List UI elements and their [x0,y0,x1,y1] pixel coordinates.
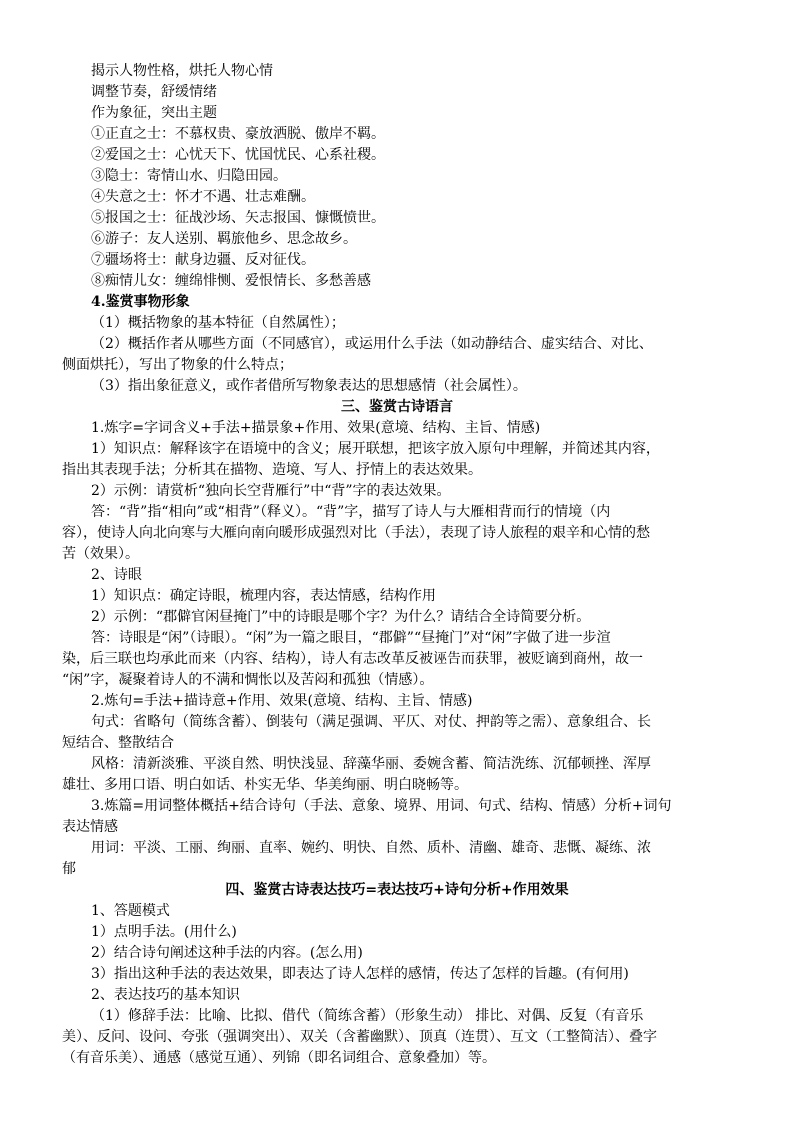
list-item: ⑦疆场将士：献身边疆、反对征伐。 [91,252,315,268]
text-line: 1、答题模式 [91,903,170,919]
text-line: “闲”字，凝聚着诗人的不满和惆怅以及苦闷和孤独（情感）。 [62,672,434,688]
text-line: 作为象征，突出主题 [91,105,217,121]
text-line: 美）、反问、设问、夸张（强调突出）、双关（含蓄幽默）、顶真（连贯）、互文（工整简洁）、叠字 [62,1029,657,1045]
text-line: 2、表达技巧的基本知识 [91,987,240,1003]
text-line: （有音乐美）、通感（感觉互通）、列锦（即名词组合、意象叠加）等。 [62,1050,496,1066]
text-line: 用词：平淡、工丽、绚丽、直率、婉约、明快、自然、质朴、清幽、雄奇、悲慨、凝练、浓 [91,840,651,856]
text-line: 1）点明手法。(用什么) [91,924,237,940]
text-line: 2）示例：请赏析“独向长空背雁行”中“背”字的表达效果。 [91,483,451,499]
text-line: 郁 [62,861,76,877]
text-line: 风格：清新淡雅、平淡自然、明快浅显、辞藻华丽、委婉含蓄、简洁洗练、沉郁顿挫、浑厚 [91,756,651,772]
section-heading: 三、鉴赏古诗语言 [341,399,453,415]
text-line: 3.炼篇=用词整体概括+结合诗句（手法、意象、境界、用词、句式、结构、情感）分析+词句 [91,798,672,814]
text-line: 答：“背”指“相向”或“相背”（释义）。“背”字，描写了诗人与大雁相背而行的情境（内 [91,504,611,520]
text-line: （2）概括作者从哪些方面（不同感官），或运用什么手法（如动静结合、虚实结合、对比、 [91,336,653,352]
text-line: （1）概括物象的基本特征（自然属性）； [91,315,345,331]
list-item: ④失意之士：怀才不遇、壮志难酬。 [91,189,315,205]
text-line: 2）示例：“郡僻官闲昼掩门”中的诗眼是哪个字？为什么？请结合全诗简要分析。 [91,609,591,625]
text-line: 句式：省略句（简练含蓄）、倒装句（满足强调、平仄、对仗、押韵等之需）、意象组合、长 [91,714,651,730]
list-item: ②爱国之士：心忧天下、忧国忧民、心系社稷。 [91,147,385,163]
list-item: ⑥游子：友人送别、羁旅他乡、思念故乡。 [91,231,357,247]
text-line: 调整节奏，舒缓情绪 [91,84,217,100]
text-line: 侧面烘托），写出了物象的什么特点； [62,357,293,373]
text-line: 揭示人物性格，烘托人物心情 [91,63,273,79]
text-line: 2、诗眼 [91,567,142,583]
subheading: 4.鉴赏事物形象 [91,294,190,310]
text-line: 容），使诗人向北向寒与大雁向南向暖形成强烈对比（手法），表现了诗人旅程的艰辛和心情的愁 [62,525,650,541]
list-item: ⑤报国之士：征战沙场、矢志报国、慷慨愤世。 [91,210,385,226]
list-item: ①正直之士：不慕权贵、豪放洒脱、傲岸不羁。 [91,126,385,142]
text-line: 染，后三联也均承此而来（内容、结构），诗人有志改革反被诬告而获罪，被贬谪到商州，故一 [62,651,643,667]
text-line: 表达情感 [62,819,118,835]
text-line: 2.炼句=手法+描诗意+作用、效果(意境、结构、主旨、情感) [91,693,473,709]
list-item: ⑧痴情儿女：缠绵悱恻、爱恨情长、多愁善感 [91,273,371,289]
text-line: 短结合、整散结合 [62,735,174,751]
text-line: 指出其表现手法；分析其在描物、造境、写人、抒情上的表达效果。 [62,462,482,478]
text-line: （3）指出象征意义，或作者借所写物象表达的思想感情（社会属性）。 [91,378,527,394]
text-line: 2）结合诗句阐述这种手法的内容。(怎么用) [91,945,363,961]
text-line: 雄壮、多用口语、明白如话、朴实无华、华美绚丽、明白晓畅等。 [62,777,468,793]
text-line: 1.炼字=字词含义+手法+描景象+作用、效果(意境、结构、主旨、情感) [91,420,541,436]
text-line: 3）指出这种手法的表达效果，即表达了诗人怎样的感情，传达了怎样的旨趣。(有何用) [91,966,629,982]
text-line: 1）知识点：解释该字在语境中的含义；展开联想，把该字放入原句中理解，并简述其内容， [91,441,660,457]
text-line: 答：诗眼是“闲”（诗眼）。“闲”为一篇之眼目，“郡僻”“昼掩门”对“闲”字做了进一步渲 [91,630,611,646]
text-line: 1）知识点：确定诗眼，梳理内容，表达情感，结构作用 [91,588,436,604]
list-item: ③隐士：寄情山水、归隐田园。 [91,168,287,184]
section-heading: 四、鉴赏古诗表达技巧=表达技巧+诗句分析+作用效果 [225,882,569,898]
text-line: 苦（效果）。 [62,546,139,562]
text-line: （1）修辞手法：比喻、比拟、借代（简练含蓄）（形象生动） 排比、对偶、反复（有音乐 [91,1008,644,1024]
